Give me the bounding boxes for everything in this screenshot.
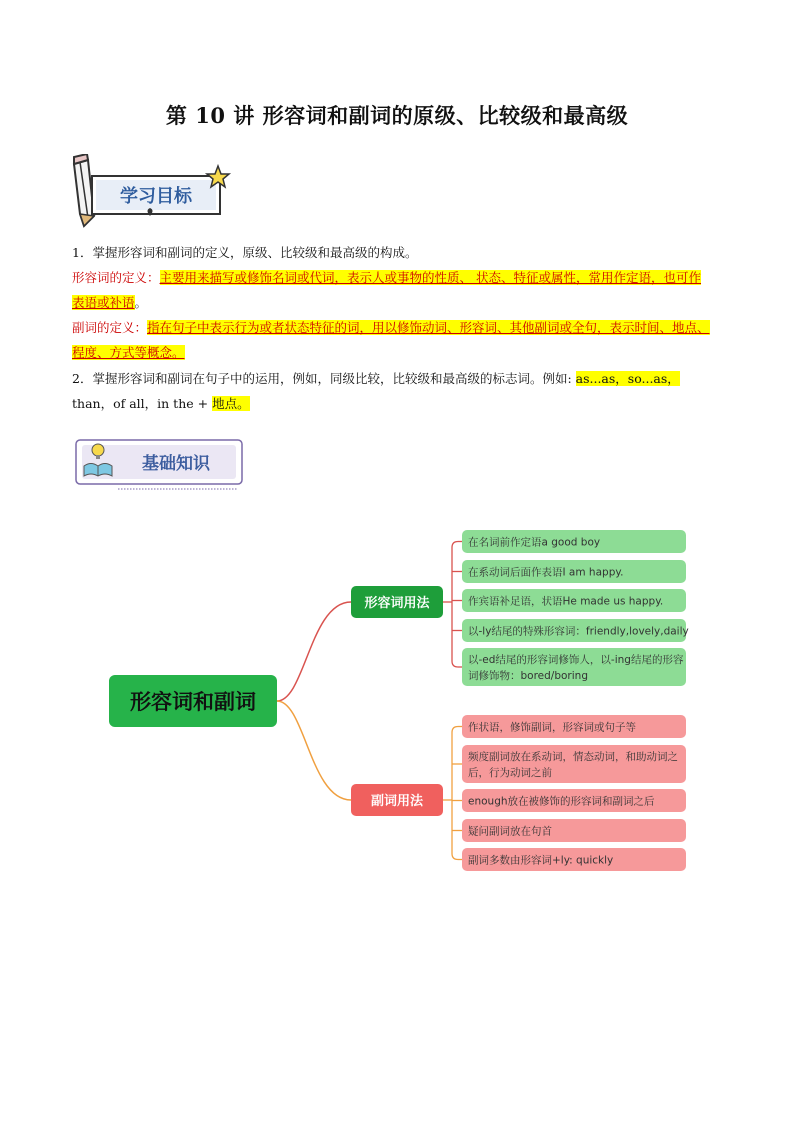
adj-def-text-a: 主要用来描写或修饰名词或代词，表示人或事物的性质、 状态、特征或属性，常用作定语，也可作 [159, 270, 701, 285]
adj-def-label: 形容词的定义： [72, 270, 160, 285]
objective-item-1: 1．掌握形容词和副词的定义，原级、比较级和最高级的构成。 [72, 245, 418, 260]
adj-leaf-text: 词修饰物：bored/boring [468, 670, 588, 682]
adv-leaf-text: 疑问副词放在句首 [468, 825, 552, 838]
item2-text-b: than，of all，in the + [72, 396, 213, 411]
adj-leaf-text: 作宾语补足语，状语He made us happy. [468, 595, 664, 608]
root-adv-connector [277, 701, 351, 800]
adv-leaf-text: 后，行为动词之前 [468, 767, 552, 779]
adv-def-text-b: 程度、方式等概念。 [72, 345, 185, 360]
adv-leaf-text: 频度副词放在系动词，情态动词，和助动词之 [468, 751, 678, 763]
adj-def-end: 。 [134, 295, 148, 310]
root-node-label: 形容词和副词 [130, 690, 256, 714]
adj-leaf-text: 在系动词后面作表语I am happy. [468, 566, 624, 579]
adv-trunk-bottom [452, 854, 458, 860]
item2-text-a: 2．掌握形容词和副词在句子中的运用，例如，同级比较，比较级和最高级的标志词。例如: [72, 371, 576, 386]
adj-branch-label: 形容词用法 [364, 596, 430, 611]
adv-leaf-text: enough放在被修饰的形容词和副词之后 [468, 795, 655, 808]
adv-def-text-a: 指在句子中表示行为或者状态特征的词，用以修饰动词、形容词、其他副词或全句，表示时间、地点、 [147, 320, 710, 335]
item2-highlight: as...as，so...as， [575, 371, 680, 386]
adj-trunk-bottom [452, 661, 458, 667]
adj-trunk-top [452, 542, 458, 548]
item2-highlight-2: 地点。 [212, 396, 250, 411]
adv-def-label: 副词的定义： [72, 320, 148, 335]
adj-leaf-text: 在名词前作定语a good boy [468, 536, 601, 549]
adv-branch-label: 副词用法 [370, 794, 424, 809]
basics-badge-label: 基础知识 [142, 454, 210, 474]
adj-leaf-text: 以-ly结尾的特殊形容词：friendly,lovely,daily [468, 625, 689, 638]
root-adj-connector [277, 602, 351, 701]
adv-leaf-text: 作状语，修饰副词，形容词或句子等 [468, 721, 636, 734]
adj-leaf-text: 以-ed结尾的形容词修饰人，以-ing结尾的形容 [468, 654, 684, 666]
adj-def-text-b: 表语或补语 [72, 295, 135, 310]
adv-trunk-top [452, 727, 458, 733]
page-title: 第 10 讲 形容词和副词的原级、比较级和最高级 [165, 103, 629, 128]
adv-leaf-text: 副词多数由形容词+ly: quickly [468, 854, 614, 867]
objectives-badge-label: 学习目标 [120, 186, 192, 207]
